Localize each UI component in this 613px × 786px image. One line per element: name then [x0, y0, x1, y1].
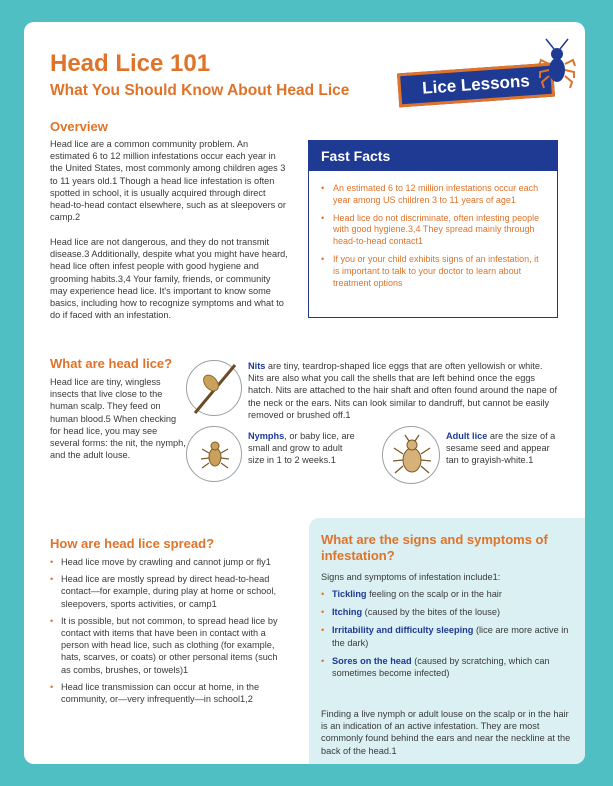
overview-paragraph-1: Head lice are a common community problem. An estimated 6 to 12 million infestations occur each year in the United States, most commonly among children ages 3 to 11 years old.1 Though a head lice infestation is often spotted in school, it is usually acquired through direct head-to-head contact elsewhere, such as at sleepovers or camp.2 — [50, 139, 286, 223]
sign-term: Sores on the head — [332, 655, 412, 666]
lice-lessons-logo — [397, 63, 555, 108]
sign-item — [321, 624, 571, 648]
nits-description — [248, 360, 558, 421]
nymph-icon — [186, 426, 242, 482]
spread-item: • Head lice transmission can occur at home, in the community, or—very infrequently—in school1,2 — [50, 681, 288, 705]
fast-fact-item: • Head lice do not discriminate, often infesting people with good hygiene.3,4 They spread mainly through head-to-head contact1 — [321, 213, 545, 248]
page-title: Head Lice 101 — [50, 50, 211, 77]
spread-item: • Head lice are mostly spread by direct head-to-head contact—for example, during play at home or school, sleepovers, sports activities, or camp1 — [50, 573, 288, 610]
sign-text: feeling on the scalp or in the hair — [366, 589, 502, 599]
fast-fact-item: • If you or your child exhibits signs of an infestation, it is important to talk to your doctor to learn about treatment options — [321, 254, 545, 289]
adult-lice-term: Adult lice — [446, 431, 488, 441]
sign-item — [321, 655, 571, 679]
sign-item — [321, 588, 571, 600]
nymphs-description — [248, 430, 356, 467]
spread-heading: How are head lice spread? — [50, 536, 215, 551]
adult-louse-icon — [382, 426, 440, 484]
signs-list — [321, 588, 571, 685]
logo-text: Lice Lessons — [421, 71, 531, 98]
louse-logo-icon — [538, 36, 576, 96]
sign-text: (lice are more active in the dark) — [332, 625, 569, 648]
sign-item — [321, 606, 571, 618]
fast-facts-box — [308, 140, 558, 318]
nits-term: Nits — [248, 361, 266, 371]
sign-text: (caused by the bites of the louse) — [362, 607, 501, 618]
what-are-heading: What are head lice? — [50, 356, 173, 371]
fast-facts-heading: Fast Facts — [309, 141, 557, 171]
sign-term: Tickling — [332, 589, 367, 599]
page-subtitle: What You Should Know About Head Lice — [50, 82, 350, 99]
adult-lice-text: are the size of a sesame seed and appear tan to grayish-white.1 — [446, 431, 556, 466]
spread-item: • It is possible, but not common, to spread head lice by contact with items that have been in contact with a person with head lice, such as clothing (for example, hats, scarves, or coats) or other personal items (such as combs, brushes, or towels)1 — [50, 615, 288, 676]
sign-text: (caused by scratching, which can sometimes become infected) — [332, 655, 550, 679]
nits-text: are tiny, teardrop-shaped lice eggs that are often yellowish or white. Nits are also what you call the shells that are left behind once the eggs hatch. Nits are attached to the hair shaft and often found around the nape of the neck or the ears. Nits can look similar to dandruff, but cannot be easily removed or brushed off.1 — [248, 361, 558, 420]
signs-panel — [309, 518, 585, 764]
signs-heading: What are the signs and symptoms of infestation? — [321, 532, 548, 563]
what-are-intro: Head lice are tiny, wingless insects that live close to the human scalp. They feed on human blood.5 When checking for head lice, you may see several forms: the nit, the nymph, and the adult louse. — [50, 377, 186, 461]
overview-paragraph-2: Head lice are not dangerous, and they do not transmit disease.3 Additionally, despite what you might have heard, head lice often infest people with good hygiene and grooming habits.3,4 Your family, friends, or community may experience head lice. It's important to know some basics, including how to recognize symptoms and what to do if faced with an infestation. — [50, 237, 288, 321]
signs-intro: Signs and symptoms of infestation include1: — [321, 572, 501, 582]
sign-term: Irritability and difficulty sleeping — [332, 625, 474, 636]
adult-lice-description — [446, 430, 562, 467]
fast-fact-item: • An estimated 6 to 12 million infestations occur each year among US children 3 to 11 years of age1 — [321, 183, 545, 207]
spread-list — [50, 556, 288, 710]
overview-heading: Overview — [50, 119, 108, 134]
nit-icon — [186, 360, 242, 416]
sign-term: Itching — [332, 607, 363, 618]
flyer-page — [24, 22, 585, 764]
nymphs-term: Nymphs — [248, 431, 285, 441]
fast-facts-list — [309, 171, 557, 289]
spread-item: • Head lice move by crawling and cannot jump or fly1 — [50, 556, 288, 568]
nymphs-text: , or baby lice, are small and grow to adult size in 1 to 2 weeks.1 — [248, 431, 355, 466]
signs-footer: Finding a live nymph or adult louse on the scalp or in the hair is an indication of an active infestation. They are most commonly found behind the ears and near the neckline at the back of the head.1 — [321, 709, 571, 756]
